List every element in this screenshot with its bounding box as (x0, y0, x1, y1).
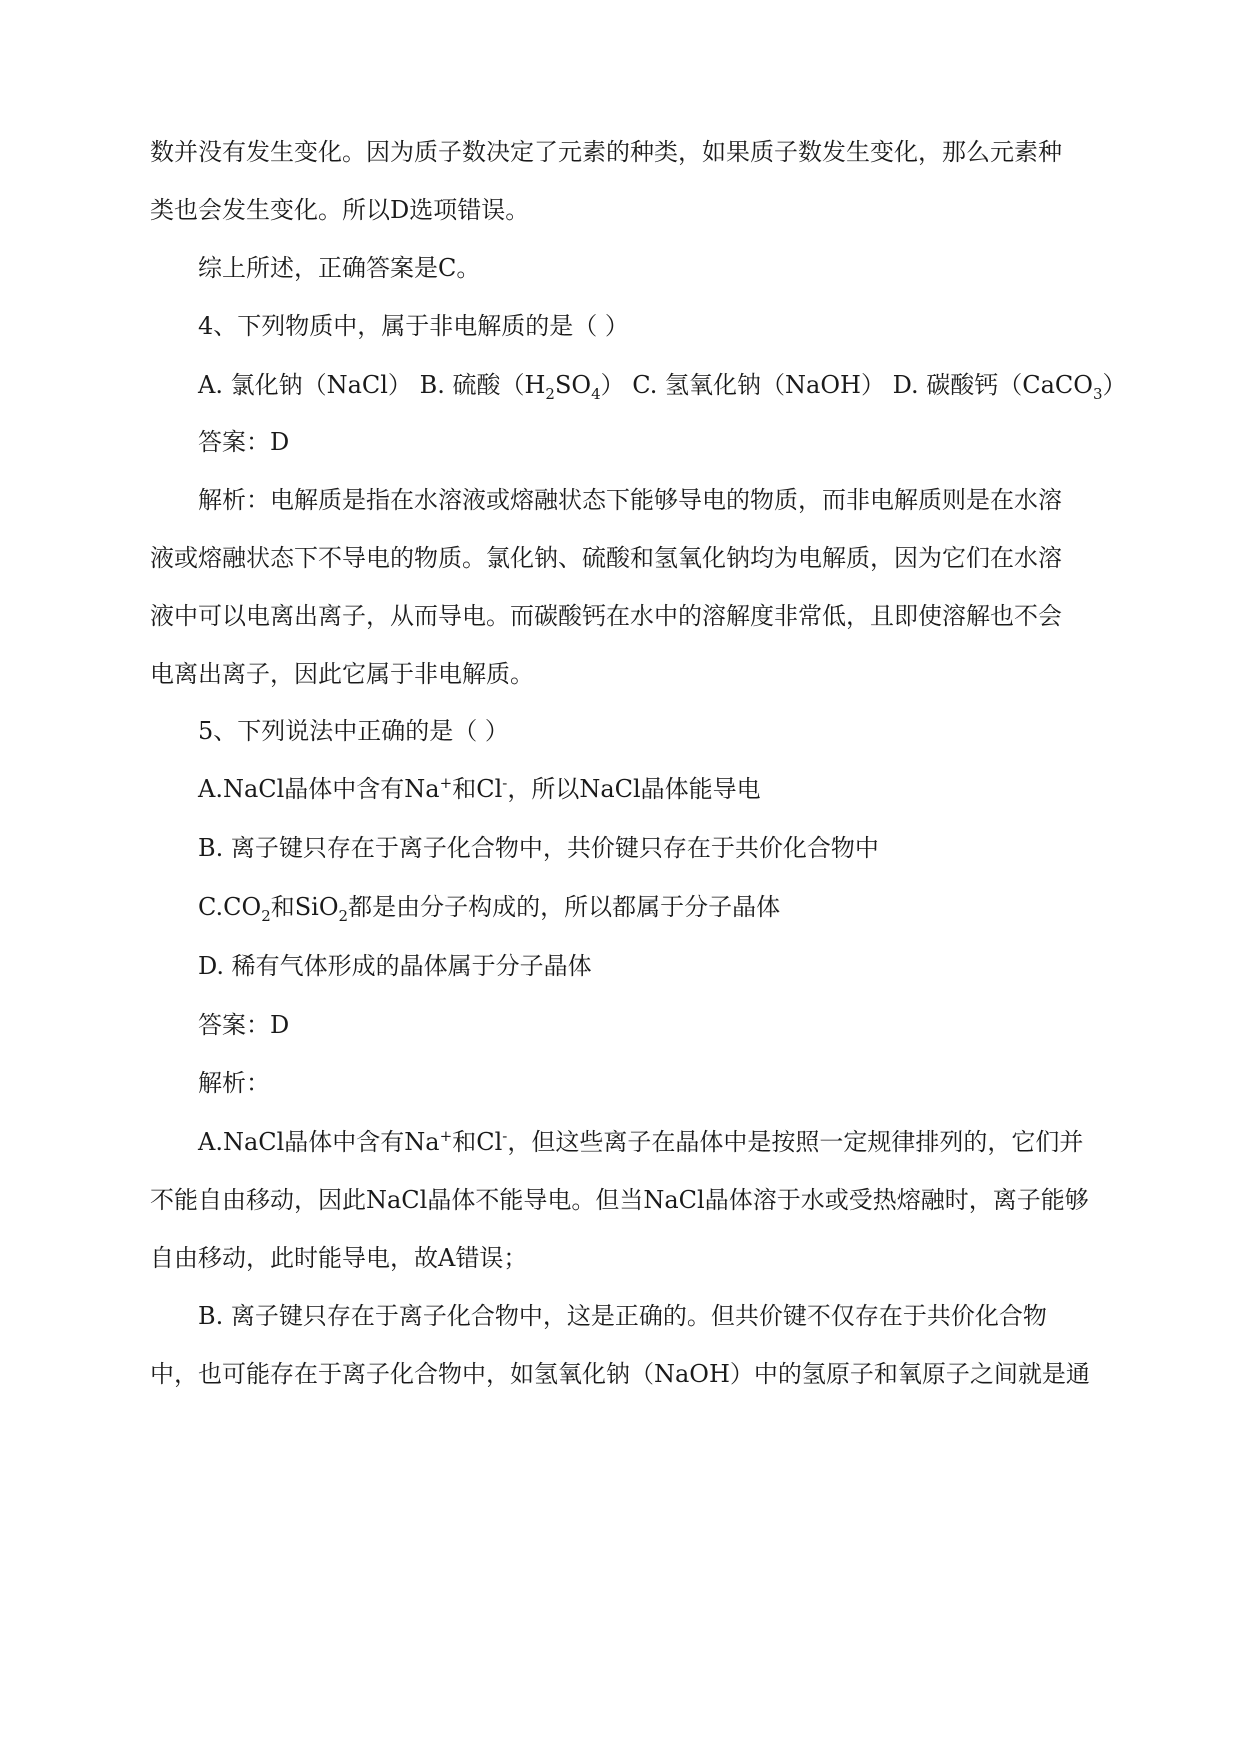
option-b: B. 硫酸$(H_2SO_4)$ (419, 371, 625, 403)
summary-line: 综上所述，正确答案是C。 (198, 254, 481, 282)
question-4-stem: 4、下列物质中，属于非电解质的是（ ） (198, 312, 629, 340)
question-5-option-c: $C.CO_2$和SiO$_2$都是由分子构成的，所以都属于分子晶体 (198, 893, 781, 925)
paragraph-line: 中，也可能存在于离子化合物中，如氢氧化钠（NaOH）中的氢原子和氧原子之间就是通 (150, 1360, 1090, 1388)
question-5-stem: 5、下列说法中正确的是（ ） (198, 717, 509, 745)
option-d: D. 碳酸钙（CaCO$_3$） (892, 371, 1127, 403)
question-5-answer: 答案：D (198, 1011, 290, 1039)
question-5-analysis-a: A.NaCl晶体中含有Na+和Cl-，但这些离子在晶体中是按照一定规律排列的，它们并 (198, 1127, 1084, 1156)
paragraph-line: 数并没有发生变化。因为质子数决定了元素的种类，如果质子数发生变化，那么元素种 (150, 138, 1062, 166)
question-5-option-a: A.NaCl晶体中含有Na+和Cl-，所以NaCl晶体能导电 (198, 774, 761, 803)
question-4-answer: 答案：D (198, 428, 290, 456)
question-4-analysis-line: 液中可以电离出离子，从而导电。而碳酸钙在水中的溶解度非常低，且即使溶解也不会 (150, 602, 1062, 630)
paragraph-line: 不能自由移动，因此NaCl晶体不能导电。但当NaCl晶体溶于水或受热熔融时，离子能够 (150, 1186, 1089, 1214)
question-4-analysis-line: 液或熔融状态下不导电的物质。氯化钠、硫酸和氢氧化钠均为电解质，因为它们在水溶 (150, 544, 1062, 572)
option-c: C. 氢氧化钠（NaOH） (632, 371, 885, 399)
question-4-analysis-line: 解析：电解质是指在水溶液或熔融状态下能够导电的物质，而非电解质则是在水溶 (198, 486, 1062, 514)
question-5-analysis-label: 解析： (198, 1069, 270, 1097)
question-4-options (198, 368, 1138, 402)
paragraph-line: 自由移动，此时能导电，故A错误； (150, 1244, 528, 1272)
question-4-analysis-line: 电离出离子，因此它属于非电解质。 (150, 660, 534, 688)
paragraph-line: 类也会发生变化。所以D选项错误。 (150, 196, 530, 224)
question-5-option-b: B. 离子键只存在于离子化合物中，共价键只存在于共价化合物中 (198, 834, 879, 862)
question-5-option-d: D. 稀有气体形成的晶体属于分子晶体 (198, 952, 592, 980)
question-5-analysis-b: B. 离子键只存在于离子化合物中，这是正确的。但共价键不仅存在于共价化合物 (198, 1302, 1047, 1330)
option-a: A. 氯化钠（NaCl） (198, 371, 412, 399)
